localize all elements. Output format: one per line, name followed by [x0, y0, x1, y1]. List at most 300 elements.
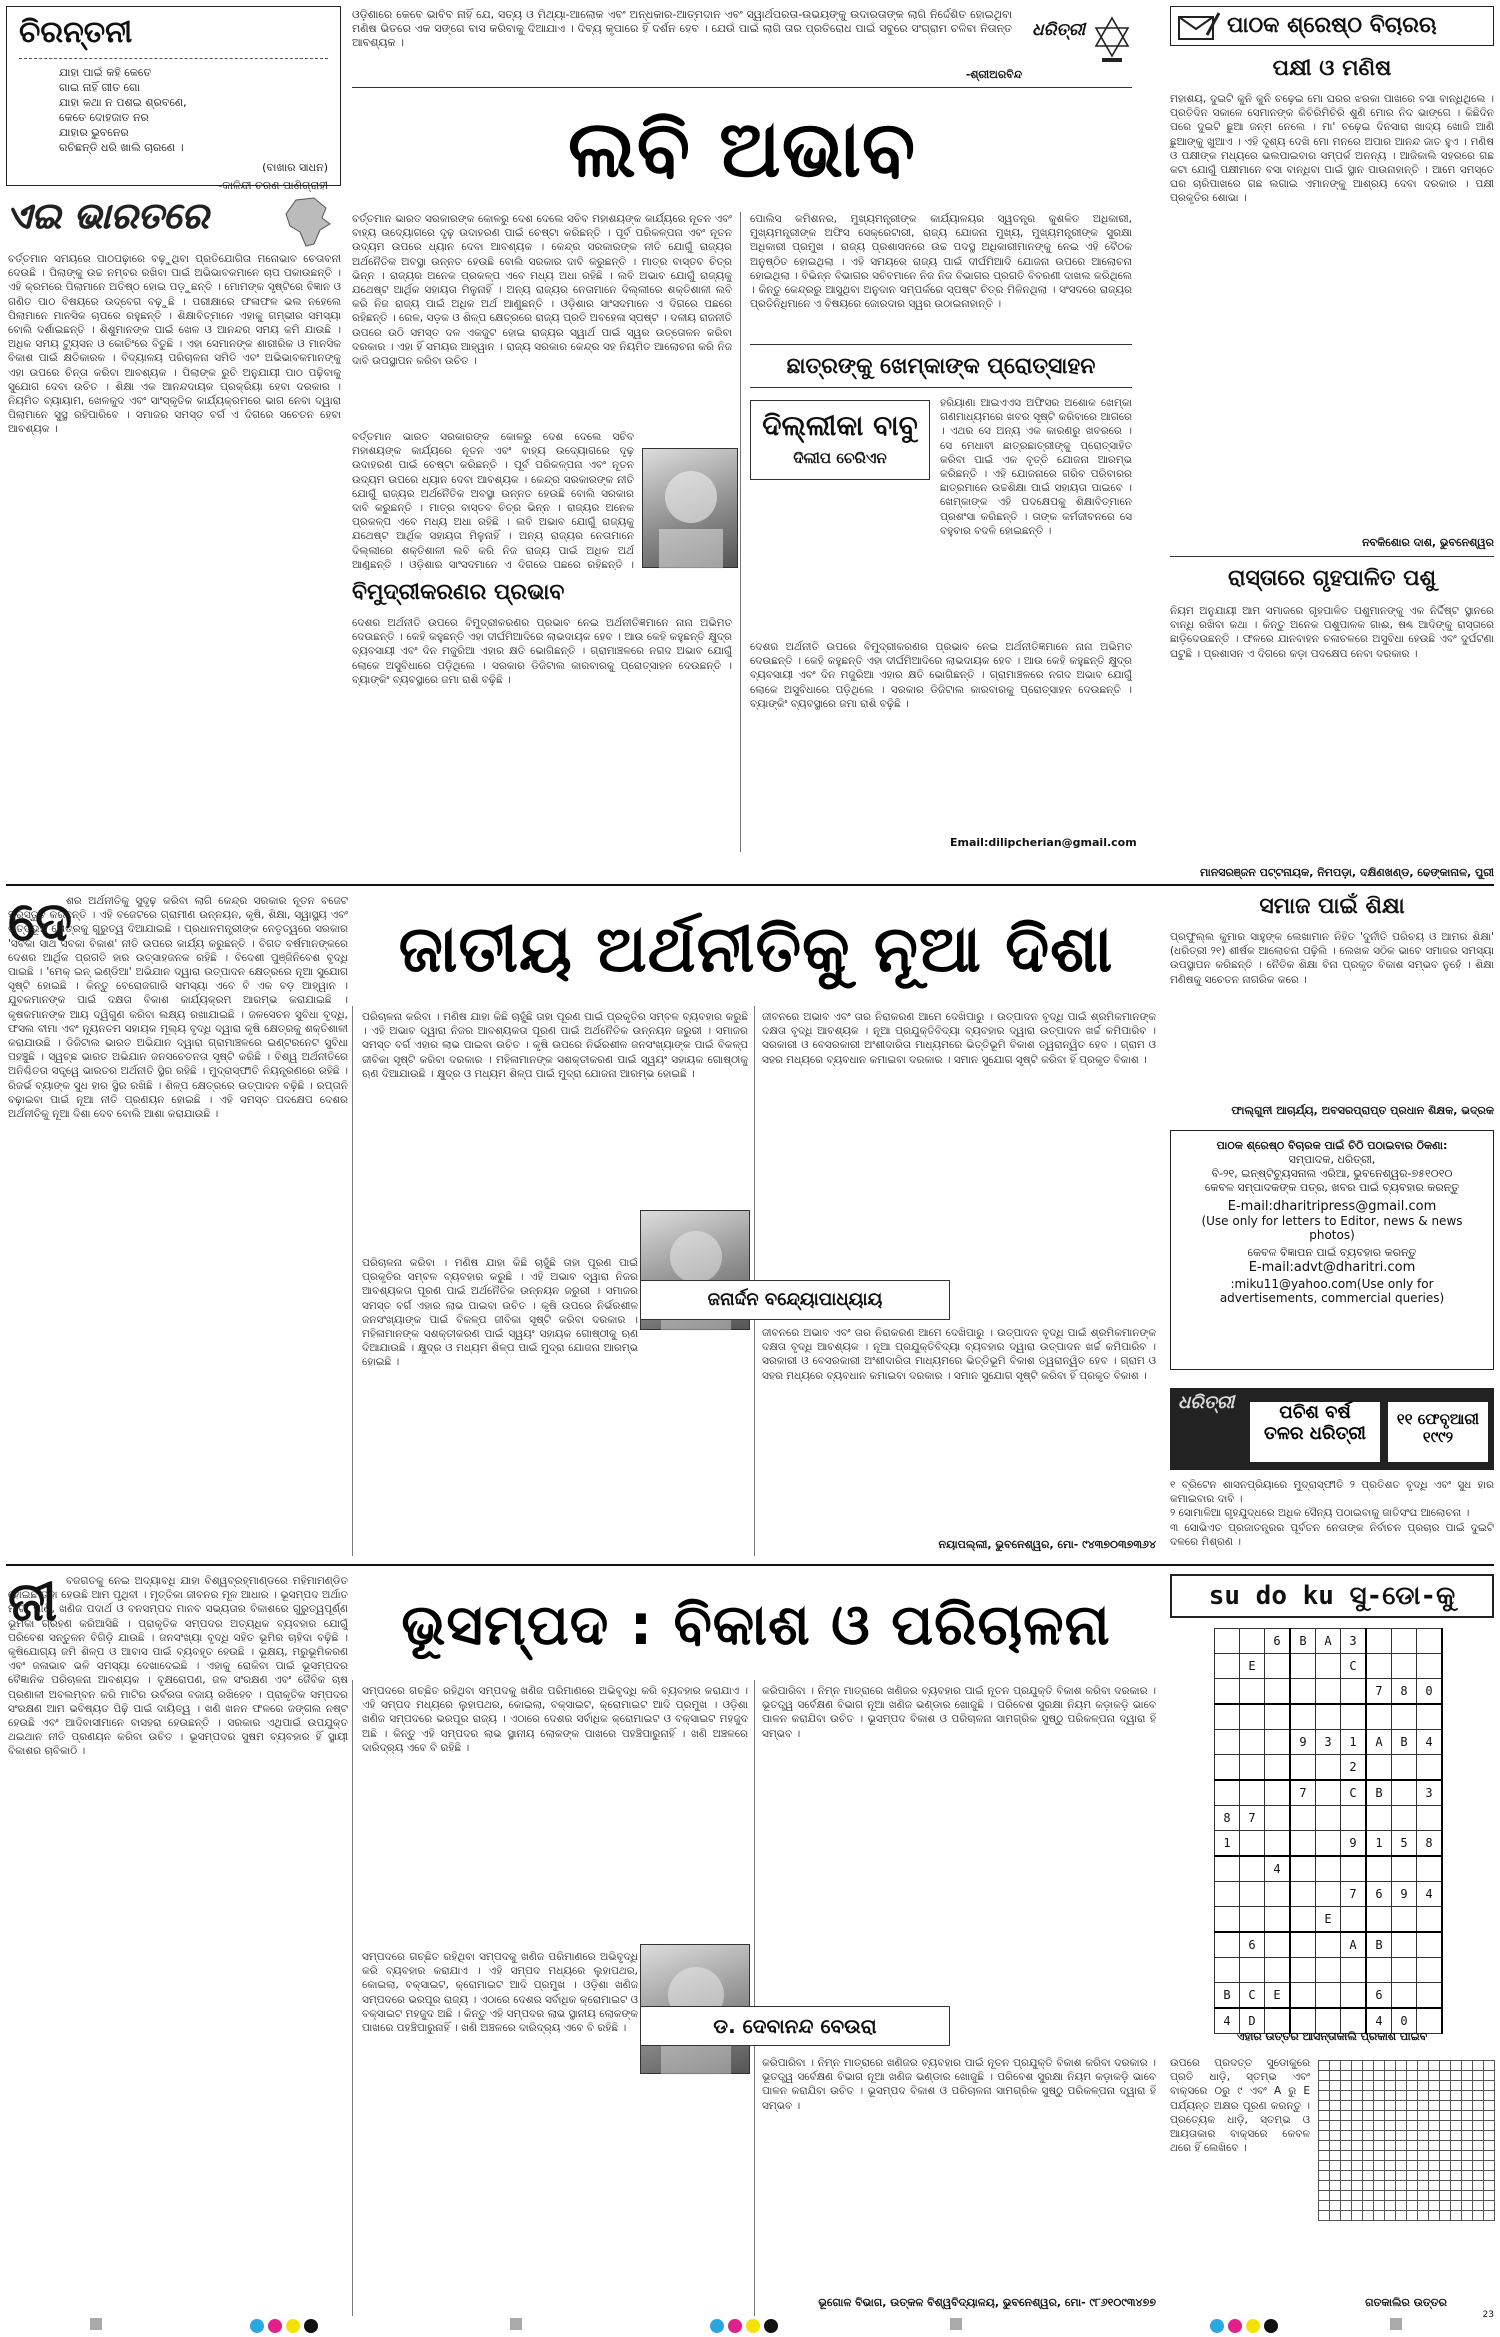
answer-cell — [1352, 2071, 1363, 2081]
sudoku-cell[interactable] — [1341, 1907, 1367, 1933]
answer-cell — [1473, 2091, 1484, 2101]
sudoku-cell[interactable] — [1392, 1704, 1417, 1730]
answer-cell — [1374, 2071, 1385, 2081]
answer-cell — [1462, 2101, 1473, 2111]
answer-cell — [1407, 2171, 1418, 2181]
sudoku-cell[interactable] — [1341, 1679, 1367, 1705]
sudoku-row — [1215, 1932, 1443, 1958]
answer-cell — [1319, 2171, 1330, 2181]
answer-cell — [1418, 2161, 1429, 2171]
sudoku-cell[interactable] — [1316, 1654, 1341, 1679]
answer-cell — [1407, 2121, 1418, 2131]
answer-cell — [1396, 2131, 1407, 2141]
sudoku-cell[interactable] — [1265, 1932, 1291, 1958]
sudoku-cell[interactable] — [1265, 1806, 1291, 1831]
sudoku-cell[interactable] — [1316, 1679, 1341, 1705]
answer-cell — [1418, 2121, 1429, 2131]
answer-cell — [1363, 2161, 1374, 2171]
address-intro: ପାଠକ ଶ୍ରେଷ୍ଠ ବିଚାରକ ପାଇଁ ଚିଠି ପଠାଇବାର ଠିକଣା: — [1216, 1139, 1448, 1152]
sudoku-cell: 3 — [1417, 1780, 1443, 1806]
sudoku-answer-wrap — [1318, 2060, 1495, 2221]
answer-cell — [1363, 2201, 1374, 2211]
sudoku-cell[interactable] — [1316, 1780, 1341, 1806]
answer-row — [1319, 2101, 1495, 2111]
answer-cell — [1352, 2181, 1363, 2191]
sudoku-cell[interactable] — [1341, 1983, 1367, 2009]
answer-cell — [1418, 2151, 1429, 2161]
answer-cell — [1462, 2171, 1473, 2181]
sudoku-cell[interactable] — [1417, 1983, 1443, 2009]
sudoku-cell[interactable] — [1366, 1654, 1392, 1679]
janardan-byline-box — [640, 1280, 950, 1320]
answer-cell — [1462, 2151, 1473, 2161]
answer-row — [1319, 2091, 1495, 2101]
answer-cell — [1330, 2151, 1341, 2161]
answer-cell — [1484, 2211, 1495, 2221]
answer-cell — [1341, 2211, 1352, 2221]
answer-cell — [1429, 2201, 1440, 2211]
pachisa-item-2: ୨ ସୋମାଳିଆ ଗୃହଯୁଦ୍ଧରେ ଅଧିକ ସୈନ୍ୟ ପଠାଇବାକୁ ଜାତିସଂଘ ଆଲୋଚନା । — [1170, 1507, 1470, 1520]
sudoku-cell[interactable] — [1417, 1907, 1443, 1933]
sudoku-cell[interactable] — [1366, 1755, 1392, 1781]
quote-strip — [352, 6, 1132, 88]
sudoku-cell[interactable] — [1290, 1654, 1316, 1679]
answer-cell — [1330, 2061, 1341, 2071]
sudoku-cell[interactable] — [1316, 1856, 1341, 1882]
editor-email[interactable]: E-mail:dharitripress@gmail.com — [1227, 1199, 1437, 1214]
answer-cell — [1341, 2201, 1352, 2211]
answer-cell — [1429, 2141, 1440, 2151]
quote-text: ଓଡ଼ିଶାରେ କେବେ ଭାବିବ ନାହିଁ ଯେ, ସତ୍ୟ ଓ ମିଥ୍ୟା-ଆଲୋକ ଏବଂ ଅନ୍ଧକାର-ଆତ୍ମଦାନ ଏବଂ ସ୍ୱାର୍ଥପରତା-ଉଭୟଙ୍କୁ ଉଦାରତାଙ୍କ ଲାଗି ନିର୍ଦ୍ଦେଶିତ ହୋଇଥିବା ମଣିଷ ଭିତରେ ଏକ ସଙ୍ଗେ ବାସ କରିବାକୁ ଦିଆଯାଏ । ଦିବ୍ୟ କୃପାରେ ହିଁ ଦର୍ଶନ ହେବ । ଯେଉଁ ପାଇଁ ଲାଗି ତାର ପ୍ରତିରୋଧ ପାଇଁ ସବୁରେ ସଂଗ୍ରାମ ଚଳିବା ନିତାନ୍ତ ଆବଶ୍ୟକ । — [352, 8, 1012, 49]
sudoku-cell[interactable] — [1215, 1629, 1240, 1654]
bhusampad-headline: ଭୂସମ୍ପଦ : ବିକାଶ ଓ ପରିଚାଳନା — [401, 1593, 1111, 1658]
answer-cell — [1440, 2181, 1451, 2191]
section-rule-2 — [6, 1564, 1494, 1566]
answer-cell — [1418, 2111, 1429, 2121]
pachisa-title-1: ପଚିଶ ବର୍ଷ — [1279, 1402, 1351, 1423]
lead-dropcap: ଦେ — [8, 890, 73, 953]
sudoku-cell: 4 — [1215, 2008, 1240, 2034]
sudoku-cell: B — [1290, 1629, 1316, 1654]
answer-cell — [1396, 2171, 1407, 2181]
sudoku-cell: B — [1392, 1730, 1417, 1755]
sudoku-cell: A — [1366, 1730, 1392, 1755]
sudoku-cell[interactable] — [1290, 1806, 1316, 1831]
answer-cell — [1451, 2191, 1462, 2201]
answer-cell — [1440, 2161, 1451, 2171]
sudoku-cell[interactable] — [1392, 1629, 1417, 1654]
answer-cell — [1462, 2121, 1473, 2131]
answer-cell — [1330, 2191, 1341, 2201]
sudoku-cell[interactable] — [1240, 1730, 1265, 1755]
answer-cell — [1429, 2131, 1440, 2141]
sudoku-cell[interactable] — [1240, 1958, 1265, 1983]
sudoku-cell[interactable] — [1392, 1654, 1417, 1679]
sudoku-cell: 5 — [1392, 1831, 1417, 1857]
sudoku-grid[interactable] — [1214, 1628, 1443, 2034]
answer-cell — [1429, 2161, 1440, 2171]
answer-cell — [1341, 2091, 1352, 2101]
answer-cell — [1330, 2201, 1341, 2211]
pachisa-items — [1170, 1478, 1494, 1558]
answer-cell — [1407, 2111, 1418, 2121]
debananda-byline-box — [640, 2006, 950, 2046]
sudoku-cell[interactable] — [1366, 1704, 1392, 1730]
pachisa-title-box — [1250, 1402, 1380, 1462]
sudoku-cell[interactable] — [1316, 1806, 1341, 1831]
sudoku-cell[interactable] — [1240, 1831, 1265, 1857]
sudoku-cell: 2 — [1341, 1755, 1367, 1781]
sudoku-cell[interactable] — [1240, 1907, 1265, 1933]
sudoku-cell[interactable] — [1316, 1755, 1341, 1781]
answer-cell — [1451, 2111, 1462, 2121]
answer-cell — [1330, 2141, 1341, 2151]
answer-cell — [1451, 2071, 1462, 2081]
sudoku-cell[interactable] — [1215, 1730, 1240, 1755]
bhusampad-dropcap: ଜୀ — [8, 1570, 58, 1633]
answer-cell — [1319, 2131, 1330, 2141]
sudoku-cell[interactable] — [1366, 1629, 1392, 1654]
sudoku-cell[interactable] — [1265, 1704, 1291, 1730]
sudoku-cell[interactable] — [1316, 1932, 1341, 1958]
answer-cell — [1473, 2171, 1484, 2181]
adv-email[interactable]: E-mail:advt@dharitri.com — [1248, 1260, 1416, 1275]
sudoku-cell[interactable] — [1265, 1755, 1291, 1781]
answer-cell — [1473, 2101, 1484, 2111]
chirantani-poem: ଯାହା ପାଇଁ କହି କେତେ ଗାଇ ନାହିଁ ଗୀତ ଗୋ ଯାହା କଥା ନ ପଶଇ ଶ୍ରବଣେ, କେତେ ଦୋହଜାତ ନର ଯାହାର ଭୁବନେର ରଚିଛନ୍ତି ଧରି ଖାଲି ଚାରଣେ । — [59, 66, 187, 154]
answer-cell — [1407, 2131, 1418, 2141]
answer-cell — [1385, 2211, 1396, 2221]
sudoku-row — [1215, 1679, 1443, 1705]
answer-cell — [1440, 2151, 1451, 2161]
answer-cell — [1396, 2151, 1407, 2161]
sudoku-cell[interactable] — [1417, 1704, 1443, 1730]
answer-cell — [1451, 2151, 1462, 2161]
answer-cell — [1330, 2161, 1341, 2171]
lead-col3-cont: ଜୀବନରେ ଅଭାବ ଏବଂ ତାର ନିରାକରଣ ଆମେ ଦେଖିପାରୁ । ଉତ୍ପାଦନ ବୃଦ୍ଧି ପାଇଁ ଶ୍ରମିକମାନଙ୍କ ଦକ୍ଷତା ବୃଦ୍ଧି ଆବଶ୍ୟକ । ନୂଆ ପ୍ରଯୁକ୍ତିବିଦ୍ୟା ବ୍ୟବହାର ଦ୍ୱାରା ଉତ୍ପାଦନ ଖର୍ଚ୍ଚ କମିପାରିବ । ସରକାରୀ ଓ ବେସରକାରୀ ଅଂଶୀଦାରିତା ମାଧ୍ୟମରେ ଭିତ୍ତିଭୂମି ବିକାଶ ତ୍ୱରାନ୍ୱିତ ହେବ । ଗ୍ରାମ ଓ ସହର ମଧ୍ୟରେ ବ୍ୟବଧାନ କମାଇବା ଦରକାର । ସମାନ ସୁଯୋଗ ସୃଷ୍ଟି କରିବା ହିଁ ପ୍ରକୃତ ବିକାଶ । — [762, 1327, 1156, 1382]
answer-cell — [1484, 2071, 1495, 2081]
answer-cell — [1440, 2131, 1451, 2141]
sudoku-cell[interactable] — [1290, 1856, 1316, 1882]
sudoku-row — [1215, 1882, 1443, 1907]
sudoku-cell[interactable] — [1392, 1806, 1417, 1831]
answer-cell — [1451, 2211, 1462, 2221]
sudoku-cell[interactable] — [1417, 1958, 1443, 1983]
sudoku-cell: A — [1316, 1629, 1341, 1654]
answer-cell — [1407, 2191, 1418, 2201]
sudoku-cell[interactable] — [1215, 1907, 1240, 1933]
sudoku-cell[interactable] — [1215, 1780, 1240, 1806]
sudoku-cell[interactable] — [1290, 1983, 1316, 2009]
sudoku-cell[interactable] — [1417, 1629, 1443, 1654]
sudoku-cell[interactable] — [1215, 1755, 1240, 1781]
adv-note: କେବଳ ବିଜ୍ଞାପନ ପାଇଁ ବ୍ୟବହାର କରନ୍ତୁ — [1247, 1246, 1417, 1259]
chirantani-author: -କାଳିନ୍ଦୀ ଚରଣ ପାଣିଗ୍ରାହୀ — [218, 179, 328, 192]
dilip-byline: ଦିଲ୍ଲୀକା ବାବୁ — [762, 409, 918, 442]
sudoku-cell: 8 — [1215, 1806, 1240, 1831]
answer-row — [1319, 2151, 1495, 2161]
answer-cell — [1363, 2121, 1374, 2131]
pachisa-logo: ଧରିତ୍ରୀ — [1178, 1392, 1235, 1413]
answer-cell — [1341, 2161, 1352, 2171]
sudoku-cell[interactable] — [1341, 1806, 1367, 1831]
sudoku-cell[interactable] — [1417, 1654, 1443, 1679]
sudoku-cell[interactable] — [1316, 1983, 1341, 2009]
answer-cell — [1341, 2171, 1352, 2181]
sudoku-cell[interactable] — [1240, 1780, 1265, 1806]
answer-cell — [1440, 2201, 1451, 2211]
sudoku-cell[interactable] — [1240, 1882, 1265, 1907]
answer-cell — [1473, 2201, 1484, 2211]
sudoku-cell[interactable] — [1240, 1629, 1265, 1654]
lead-footer: ନୟାପଲ୍ଲୀ, ଭୁବନେଶ୍ୱର, ମୋ- ୯୪୩୭୦୩୭୩୬୪ — [938, 1538, 1156, 1551]
sudoku-cell[interactable] — [1417, 1856, 1443, 1882]
sudoku-cell[interactable] — [1265, 1831, 1291, 1857]
answer-cell — [1429, 2181, 1440, 2191]
cmyk-mark — [710, 2318, 782, 2337]
chirantani-source: (ବାଖାର ସାଧନ) — [262, 161, 328, 174]
lead-col2: ପରିଚାଳନା କରିବା । ମଣିଷ ଯାହା କିଛି ଚାହୁଁଛି ତାହା ପୂରଣ ପାଇଁ ପ୍ରକୃତିର ସମ୍ବଳ ବ୍ୟବହାର କରୁଛି । ଏହି ଅଭାବ ଦ୍ୱାରା ନିଜର ଆବଶ୍ୟକତା ପୂରଣ ପାଇଁ ଅର୍ଥନୈତିକ ଉନ୍ନୟନ ଜରୁରୀ । ସମାଜର ସମସ୍ତ ବର୍ଗ ଏହାର ଲାଭ ପାଇବା ଉଚିତ । କୃଷି ଉପରେ ନିର୍ଭରଶୀଳ ଜନସଂଖ୍ୟାଙ୍କ ପାଇଁ ବିକଳ୍ପ ଜୀବିକା ସୃଷ୍ଟି କରିବା ଦରକାର । ମହିଳାମାନଙ୍କ ସଶକ୍ତୀକରଣ ପାଇଁ ସ୍ୱୟଂ ସହାୟକ ଗୋଷ୍ଠୀକୁ ଋଣ ଦିଆଯାଉଛି । କ୍ଷୁଦ୍ର ଓ ମଧ୍ୟମ ଶିଳ୍ପ ପାଇଁ ମୁଦ୍ରା ଯୋଜନା ଆରମ୍ଭ ହୋଇଛି । — [362, 1011, 748, 1080]
sudoku-cell[interactable] — [1215, 1704, 1240, 1730]
answer-cell — [1363, 2211, 1374, 2221]
sudoku-cell[interactable] — [1392, 1856, 1417, 1882]
answer-cell — [1319, 2211, 1330, 2221]
cmyk-mark — [250, 2318, 322, 2337]
answer-cell — [1363, 2171, 1374, 2181]
dilip-author: ଦିଲୀପ ଚେରିଏନ — [793, 449, 887, 467]
answer-cell — [1440, 2101, 1451, 2111]
sudoku-cell[interactable] — [1290, 1882, 1316, 1907]
cmyk-mark — [1210, 2318, 1282, 2337]
answer-cell — [1407, 2141, 1418, 2151]
bhusampad-col3: କରିପାରିବା । ନିମ୍ନ ମାତ୍ରାରେ ଖଣିଜର ବ୍ୟବହାର ପାଇଁ ନୂତନ ପ୍ରଯୁକ୍ତି ବିକାଶ କରିବା ଦରକାର । ଭୂତତ୍ତ୍ୱ ସର୍ବେକ୍ଷଣ ବିଭାଗ ନୂଆ ଖଣିଜ ଭଣ୍ଡାର ଖୋଜୁଛି । ପରିବେଶ ସୁରକ୍ଷା ନିୟମ କଡ଼ାକଡ଼ି ଭାବେ ପାଳନ କରାଯିବା ଉଚିତ । ଭୂସମ୍ପଦ ବିକାଶ ଓ ପରିଚାଳନା ସାମଗ୍ରିକ ସୁଷ୍ଠୁ ପରିକଳ୍ପନା ଦ୍ୱାରା ହିଁ ସମ୍ଭବ । — [762, 1685, 1156, 1740]
sudoku-cell[interactable] — [1290, 1907, 1316, 1933]
sudoku-cell[interactable] — [1341, 1856, 1367, 1882]
answer-cell — [1440, 2121, 1451, 2131]
answer-cell — [1484, 2161, 1495, 2171]
sudoku-cell[interactable] — [1290, 1679, 1316, 1705]
sudoku-cell[interactable] — [1240, 1679, 1265, 1705]
answer-cell — [1319, 2191, 1330, 2201]
reader-letter2-signature: ମାନସରଞ୍ଜନ ପଟ୍ଟନାୟକ, ନିମପଡ଼ା, ଦକ୍ଷିଣଖଣ୍ଡ, ଢେଙ୍କାନାଳ, ପୁରୀ — [1199, 866, 1494, 879]
answer-row — [1319, 2081, 1495, 2091]
answer-cell — [1385, 2091, 1396, 2101]
answer-cell — [1396, 2181, 1407, 2191]
sudoku-cell[interactable] — [1240, 1755, 1265, 1781]
sudoku-cell[interactable] — [1265, 1780, 1291, 1806]
sudoku-cell[interactable] — [1392, 1983, 1417, 2009]
answer-cell — [1407, 2061, 1418, 2071]
sudoku-cell[interactable] — [1290, 1932, 1316, 1958]
editorial-col1-cont: ବର୍ତ୍ତମାନ ଭାରତ ସରକାରଙ୍କ କୋଳରୁ ଦେଶ ଦେଲେ ସଚିବ ମହାଶୟଙ୍କ କାର୍ଯ୍ୟରେ ନୂତନ ଏବଂ ବାହ୍ୟ ଉଦ୍ୟୋଗରେ ଦୃଢ଼ ଉଦାହରଣ ପାଇଁ ଚେଷ୍ଟା କରିଛନ୍ତି । ପୂର୍ବ ପରିକଳ୍ପନା ଏବଂ ନୂତନ ଉଦ୍ୟମ ଉପରେ ଧ୍ୟାନ ଦେବା ଆବଶ୍ୟକ । କେନ୍ଦ୍ର ସରକାରଙ୍କ ନୀତି ଯୋଗୁଁ ରାଜ୍ୟର ଅର୍ଥନୈତିକ ଅବସ୍ଥା ଉନ୍ନତ ହେଉଛି ବୋଲି ସରକାର ଦାବି କରୁଛନ୍ତି । ମାତ୍ର ବାସ୍ତବ ଚିତ୍ର ଭିନ୍ନ । ରାଜ୍ୟର ଅନେକ ପ୍ରକଳ୍ପ ଏବେ ମଧ୍ୟ ଅଧା ରହିଛି । ଲବି ଅଭାବ ଯୋଗୁଁ ରାଜ୍ୟକୁ ଯଥେଷ୍ଟ ଆର୍ଥିକ ସହାୟତା ମିଳୁନାହିଁ । ଅନ୍ୟ ରାଜ୍ୟର ନେତାମାନେ ଦିଲ୍ଲୀରେ ଶକ୍ତିଶାଳୀ ଲବି କରି ନିଜ ରାଜ୍ୟ ପାଇଁ ଅଧିକ ଅର୍ଥ ଆଣୁଛନ୍ତି । ଓଡ଼ିଶାର ସାଂସଦମାନେ ଏ ଦିଗରେ ପଛରେ ରହିଛନ୍ତି । — [352, 431, 634, 570]
sudoku-title: su do ku ସୁ-ଡୋ-କୁ — [1208, 1581, 1456, 1611]
answer-cell — [1352, 2131, 1363, 2141]
dilip-email: Email:dilipcherian@gmail.com — [950, 836, 1137, 849]
answer-cell — [1429, 2151, 1440, 2161]
answer-cell — [1319, 2141, 1330, 2151]
answer-row — [1319, 2131, 1495, 2141]
answer-cell — [1462, 2061, 1473, 2071]
answer-cell — [1319, 2101, 1330, 2111]
answer-cell — [1396, 2161, 1407, 2171]
answer-cell — [1440, 2111, 1451, 2121]
sudoku-cell: 1 — [1341, 1730, 1367, 1755]
answer-cell — [1352, 2061, 1363, 2071]
answer-cell — [1429, 2091, 1440, 2101]
answer-cell — [1407, 2211, 1418, 2221]
sudoku-cell[interactable] — [1417, 1932, 1443, 1958]
sudoku-cell[interactable] — [1215, 1679, 1240, 1705]
sudoku-cell[interactable] — [1392, 1932, 1417, 1958]
page-number: 23 — [1482, 2310, 1494, 2320]
sudoku-cell[interactable] — [1392, 1780, 1417, 1806]
answer-cell — [1374, 2081, 1385, 2091]
editorial-col2: ପୋଲିସ କମିଶନର, ମୁଖ୍ୟମନ୍ତ୍ରୀଙ୍କ କାର୍ଯ୍ୟାଳୟର ସ୍ୱତନ୍ତ୍ର କୁଶଳିତ ଅଧିକାରୀ, ମୁଖ୍ୟମନ୍ତ୍ରୀଙ୍କ ଅଫିସ ସେକ୍ରେଟାରୀ, ରାଜ୍ୟ ଯୋଜନା ମୁଖ୍ୟ, ମୁଖ୍ୟମନ୍ତ୍ରୀଙ୍କ ସୁରକ୍ଷା ଅଧିକାରୀ ପ୍ରମୁଖ । ରାଜ୍ୟ ପ୍ରଶାସନରେ ଉଚ୍ଚ ପଦସ୍ଥ ଅଧିକାରୀମାନଙ୍କୁ ନେଇ ଏହି ବୈଠକ ଅନୁଷ୍ଠିତ ହୋଇଥିଲା । ଏହି ସମୟରେ ରାଜ୍ୟ ପାଇଁ ଦୀର୍ଘମିଆଦି ଯୋଜନା ଉପରେ ଆଲୋଚନା ହୋଇଥିଲା । ବିଭିନ୍ନ ବିଭାଗର ସଚିବମାନେ ନିଜ ନିଜ ବିଭାଗର ପ୍ରଗତି ବିବରଣୀ ଦାଖଲ କରିଥିଲେ । କିନ୍ତୁ କେନ୍ଦ୍ରରୁ ଆସୁଥିବା ଅନୁଦାନ ସମ୍ପର୍କରେ ସ୍ପଷ୍ଟ ଚିତ୍ର ମିଳିନଥିଲା । ସଂସଦରେ ରାଜ୍ୟର ପ୍ରତିନିଧିମାନେ ଏ ବିଷୟରେ ଜୋରଦାର ସ୍ୱର ଉଠାଇନାହାନ୍ତି । — [750, 213, 1132, 311]
sudoku-cell: C — [1341, 1654, 1367, 1679]
sudoku-cell[interactable] — [1290, 1831, 1316, 1857]
sudoku-row — [1215, 1831, 1443, 1857]
sudoku-cell[interactable] — [1265, 1958, 1291, 1983]
sudoku-cell[interactable] — [1215, 1958, 1240, 1983]
sudoku-note: ଏହାର ଉତ୍ତର ଆସନ୍ତାକାଲି ପ୍ରକାଶ ପାଇବ — [1236, 2030, 1428, 2043]
sudoku-row — [1215, 1730, 1443, 1755]
answer-cell — [1473, 2141, 1484, 2151]
answer-cell — [1429, 2111, 1440, 2121]
answer-cell — [1374, 2121, 1385, 2131]
sudoku-cell[interactable] — [1265, 1654, 1291, 1679]
sudoku-cell: 7 — [1366, 1679, 1392, 1705]
answer-cell — [1462, 2081, 1473, 2091]
bhusampad-col3-cont: କରିପାରିବା । ନିମ୍ନ ମାତ୍ରାରେ ଖଣିଜର ବ୍ୟବହାର ପାଇଁ ନୂତନ ପ୍ରଯୁକ୍ତି ବିକାଶ କରିବା ଦରକାର । ଭୂତତ୍ତ୍ୱ ସର୍ବେକ୍ଷଣ ବିଭାଗ ନୂଆ ଖଣିଜ ଭଣ୍ଡାର ଖୋଜୁଛି । ପରିବେଶ ସୁରକ୍ଷା ନିୟମ କଡ଼ାକଡ଼ି ଭାବେ ପାଳନ କରାଯିବା ଉଚିତ । ଭୂସମ୍ପଦ ବିକାଶ ଓ ପରିଚାଳନା ସାମଗ୍ରିକ ସୁଷ୍ଠୁ ପରିକଳ୍ପନା ଦ୍ୱାରା ହିଁ ସମ୍ଭବ । — [762, 2057, 1156, 2112]
sudoku-title-box — [1170, 1574, 1494, 1618]
pachisa-title-2: ତଳର ଧରିତ୍ରୀ — [1264, 1423, 1366, 1444]
answer-cell — [1484, 2061, 1495, 2071]
sudoku-cell: E — [1316, 1907, 1341, 1933]
answer-cell — [1341, 2121, 1352, 2131]
answer-cell — [1462, 2181, 1473, 2191]
answer-cell — [1374, 2161, 1385, 2171]
aaji-bharat-body: ବର୍ତ୍ତମାନ ସମୟରେ ପାଠପଢ଼ାରେ ବଢ଼ୁଥିବା ପ୍ରତିଯୋଗିତା ମନୋଭାବ ଚେତାବନୀ ଦେଉଛି । ପିଲାଙ୍କୁ ଉଚ୍ଚ ନମ୍ବର ରଖିବା ପାଇଁ ଅଭିଭାବକମାନେ ଚାପ ପକାଉଛନ୍ତି । ଏହି କ୍ରମରେ ପିଲାମାନେ ଅତିଷ୍ଠ ହୋଇ ପଡ଼ୁଛନ୍ତି । ମୋମଙ୍କ ସୃଷ୍ଟିରେ ବିଜ୍ଞାନ ଓ ଗଣିତ ପାଠ ବିଷୟରେ ଉଦ୍‌ବେଗ ବଢ଼ୁଛି । ପରୀକ୍ଷାରେ ଫଳାଫଳ ଭଲ ନହେଲେ ପିଲାମାନେ ମାନସିକ ଚାପରେ ରହୁଛନ୍ତି । ଶିକ୍ଷାବିତ୍‌ମାନେ ଏହାକୁ ଗମ୍ଭୀର ସମସ୍ୟା ବୋଲି ଦର୍ଶାଇଛନ୍ତି । ଶିଶୁମାନଙ୍କ ପାଇଁ ଖେଳ ଓ ଆନନ୍ଦର ସମୟ କମି ଯାଉଛି । ଅଧିକ ସମୟ ଟ୍ୟୁସନ ଓ କୋଚିଂରେ ବିତୁଛି । ଏହା ସେମାନଙ୍କ ଶାରୀରିକ ଓ ମାନସିକ ବିକାଶ ପାଇଁ କ୍ଷତିକାରକ । ବିଦ୍ୟାଳୟ ପରିଚାଳନା ସମିତି ଏବଂ ଅଭିଭାବକମାନଙ୍କୁ ଏହା ଉପରେ ଚିନ୍ତା କରିବା ଆବଶ୍ୟକ । ପିଲାଙ୍କ ରୁଚି ଅନୁଯାୟୀ ପାଠ ପଢ଼ିବାକୁ ସୁଯୋଗ ଦେବା ଉଚିତ । ଶିକ୍ଷା ଏକ ଆନନ୍ଦଦାୟକ ପ୍ରକ୍ରିୟା ହେବା ଦରକାର । ନିୟମିତ ବ୍ୟାୟାମ, ଖେଳକୁଦ ଏବଂ ସାଂସ୍କୃତିକ କାର୍ଯ୍ୟକ୍ରମରେ ଭାଗ ନେବା ଦ୍ୱାରା ପିଲାମାନେ ସୁସ୍ଥ ରହିପାରିବେ । ସମାଜର ସମସ୍ତ ବର୍ଗ ଏ ଦିଗରେ ସଚେତନ ହେବା ଆବଶ୍ୟକ । — [8, 253, 341, 436]
sudoku-cell[interactable] — [1290, 1704, 1316, 1730]
sudoku-cell[interactable] — [1240, 1704, 1265, 1730]
answer-cell — [1484, 2121, 1495, 2131]
sudoku-cell: 6 — [1240, 1932, 1265, 1958]
answer-cell — [1330, 2171, 1341, 2181]
sudoku-cell[interactable] — [1392, 1755, 1417, 1781]
answer-cell — [1451, 2201, 1462, 2211]
answer-cell — [1484, 2171, 1495, 2181]
sudoku-cell[interactable] — [1215, 1932, 1240, 1958]
sudoku-cell[interactable] — [1341, 1704, 1367, 1730]
answer-cell — [1385, 2201, 1396, 2211]
sudoku-cell[interactable] — [1265, 1730, 1291, 1755]
sudoku-cell[interactable] — [1417, 1806, 1443, 1831]
sudoku-cell[interactable] — [1316, 1958, 1341, 1983]
answer-cell — [1396, 2111, 1407, 2121]
reader-corner-header — [1170, 6, 1494, 46]
sudoku-grid-wrap — [1214, 1628, 1443, 2034]
answer-cell — [1363, 2181, 1374, 2191]
person-portrait-icon — [643, 449, 739, 569]
answer-cell — [1451, 2141, 1462, 2151]
reader-letter3-body: ପ୍ରଫୁଲ୍ଲ କୁମାର ସାହୁଙ୍କ ଲେଖାମାନ ନିହିତ 'ଦୁର୍ନୀତି ପରିଚୟ ଓ ଆମର ଶିକ୍ଷା' (ଧରିତ୍ରୀ ୨୧) ଶୀର୍ଷକ ଆଲୋଚନା ପଢ଼ିଲି । ଲେଖକ ସଠିକ ଭାବେ ସମାଜର ସମସ୍ୟା ଉପସ୍ଥାପନ କରିଛନ୍ତି । ନୈତିକ ଶିକ୍ଷା ବିନା ପ୍ରକୃତ ବିକାଶ ସମ୍ଭବ ନୁହେଁ । ଶିକ୍ଷା ମଣିଷକୁ ସଚେତନ ନାଗରିକ କରେ । — [1170, 931, 1494, 986]
answer-cell — [1385, 2061, 1396, 2071]
sudoku-cell[interactable] — [1316, 1704, 1341, 1730]
answer-cell — [1484, 2151, 1495, 2161]
answer-cell — [1462, 2201, 1473, 2211]
answer-cell — [1462, 2131, 1473, 2141]
sudoku-cell: 6 — [1366, 1882, 1392, 1907]
sudoku-cell: C — [1240, 1983, 1265, 2009]
sudoku-cell[interactable] — [1341, 1958, 1367, 1983]
sudoku-cell[interactable] — [1316, 1882, 1341, 1907]
sudoku-cell[interactable] — [1215, 1882, 1240, 1907]
answer-cell — [1418, 2081, 1429, 2091]
sudoku-cell[interactable] — [1392, 1907, 1417, 1933]
answer-cell — [1484, 2091, 1495, 2101]
sudoku-cell[interactable] — [1290, 1958, 1316, 1983]
answer-cell — [1330, 2101, 1341, 2111]
sudoku-cell[interactable] — [1366, 1958, 1392, 1983]
sudoku-cell[interactable] — [1265, 1679, 1291, 1705]
reader-letter2-body: ନିୟମ ଅନୁଯାୟୀ ଆମ ସମାଜରେ ଗୃହପାଳିତ ପଶୁମାନଙ୍କୁ ଏକ ନିର୍ଦ୍ଦିଷ୍ଟ ସ୍ଥାନରେ ବାନ୍ଧି ରଖିବା କଥା । କିନ୍ତୁ ଅନେକ ପଶୁପାଳକ ଗାଈ, ଷଣ୍ଢ ଆଦିଙ୍କୁ ରାସ୍ତାରେ ଛାଡ଼ିଦେଉଛନ୍ତି । ଫଳରେ ଯାନବାହନ ଚଳାଚଳରେ ଅସୁବିଧା ହେଉଛି ଏବଂ ଦୁର୍ଘଟଣା ଘଟୁଛି । ପ୍ରଶାସନ ଏ ଦିଗରେ କଡ଼ା ପଦକ୍ଷେପ ନେବା ଦରକାର । — [1170, 605, 1494, 660]
sudoku-cell: 9 — [1341, 1831, 1367, 1857]
sudoku-cell[interactable] — [1366, 1856, 1392, 1882]
sudoku-cell[interactable] — [1316, 1831, 1341, 1857]
adv-email-2[interactable]: :miku11@yahoo.com(Use only for advertisements, commercial queries) — [1219, 1277, 1445, 1305]
sudoku-cell: 9 — [1290, 1730, 1316, 1755]
answer-cell — [1407, 2161, 1418, 2171]
sudoku-cell[interactable] — [1366, 1907, 1392, 1933]
answer-cell — [1396, 2201, 1407, 2211]
reader-corner-title: ପାଠକ ଶ୍ରେଷ୍ଠ ବିଚାରଋ — [1227, 13, 1437, 38]
sudoku-cell[interactable] — [1392, 1958, 1417, 1983]
sudoku-cell: B — [1366, 1932, 1392, 1958]
answer-cell — [1319, 2061, 1330, 2071]
answer-cell — [1385, 2121, 1396, 2131]
answer-cell — [1341, 2071, 1352, 2081]
answer-cell — [1407, 2081, 1418, 2091]
answer-cell — [1374, 2061, 1385, 2071]
sudoku-cell[interactable] — [1417, 1755, 1443, 1781]
pachisa-item-1: ୧ ବ୍ରିଟେନ ଶାସନପ୍ରିୟାରେ ମୁଦ୍ରାସ୍ଫୀତି ୨ ପ୍ରତିଶତ ବୃଦ୍ଧି ଏବଂ ସୁଧ ହାର କମାଇବାର ଦାବି । — [1170, 1479, 1494, 1506]
reader-letter1-signature: ନବକିଶୋର ଦାଶ, ଭୁବନେଶ୍ୱର — [1362, 536, 1494, 549]
sudoku-cell[interactable] — [1240, 1856, 1265, 1882]
address-box — [1170, 1130, 1494, 1370]
sudoku-cell[interactable] — [1290, 1755, 1316, 1781]
sudoku-cell[interactable] — [1265, 1882, 1291, 1907]
envelope-pen-icon — [1177, 11, 1221, 41]
sudoku-cell: 0 — [1392, 2008, 1417, 2034]
sudoku-row — [1215, 1654, 1443, 1679]
editor-email-note: (Use only for letters to Editor, news & news photos) — [1201, 1214, 1463, 1242]
pachisa-banner — [1170, 1388, 1494, 1470]
editorial-col1: ବର୍ତ୍ତମାନ ଭାରତ ସରକାରଙ୍କ କୋଳରୁ ଦେଶ ଦେଲେ ସଚିବ ମହାଶୟଙ୍କ କାର୍ଯ୍ୟରେ ନୂତନ ଏବଂ ବାହ୍ୟ ଉଦ୍ୟୋଗରେ ଦୃଢ଼ ଉଦାହରଣ ପାଇଁ ଚେଷ୍ଟା କରିଛନ୍ତି । ପୂର୍ବ ପରିକଳ୍ପନା ଏବଂ ନୂତନ ଉଦ୍ୟମ ଉପରେ ଧ୍ୟାନ ଦେବା ଆବଶ୍ୟକ । କେନ୍ଦ୍ର ସରକାରଙ୍କ ନୀତି ଯୋଗୁଁ ରାଜ୍ୟର ଅର୍ଥନୈତିକ ଅବସ୍ଥା ଉନ୍ନତ ହେଉଛି ବୋଲି ସରକାର ଦାବି କରୁଛନ୍ତି । ମାତ୍ର ବାସ୍ତବ ଚିତ୍ର ଭିନ୍ନ । ରାଜ୍ୟର ଅନେକ ପ୍ରକଳ୍ପ ଏବେ ମଧ୍ୟ ଅଧା ରହିଛି । ଲବି ଅଭାବ ଯୋଗୁଁ ରାଜ୍ୟକୁ ଯଥେଷ୍ଟ ଆର୍ଥିକ ସହାୟତା ମିଳୁନାହିଁ । ଅନ୍ୟ ରାଜ୍ୟର ନେତାମାନେ ଦିଲ୍ଲୀରେ ଶକ୍ତିଶାଳୀ ଲବି କରି ନିଜ ରାଜ୍ୟ ପାଇଁ ଅଧିକ ଅର୍ଥ ଆଣୁଛନ୍ତି । ଓଡ଼ିଶାର ସାଂସଦମାନେ ଏ ଦିଗରେ ପଛରେ ରହିଛନ୍ତି । ରେଳ, ସଡ଼କ ଓ ଶିଳ୍ପ କ୍ଷେତ୍ରରେ ରାଜ୍ୟ ପ୍ରତି ଅବହେଳା ସ୍ପଷ୍ଟ । ଦଳୀୟ ରାଜନୀତି ଉପରେ ଉଠି ସମସ୍ତ ଦଳ ଏକଜୁଟ ହୋଇ ରାଜ୍ୟର ସ୍ୱାର୍ଥ ପାଇଁ ସ୍ୱର ଉତ୍ତୋଳନ କରିବା ଦରକାର । ଏହା ହିଁ ସମୟର ଆହ୍ୱାନ । ରାଜ୍ୟ ସରକାର କେନ୍ଦ୍ର ସହ ନିୟମିତ ଆଲୋଚନା କରି ନିଜ ଦାବି ଉପସ୍ଥାପନ କରିବା ଉଚିତ । — [352, 213, 732, 368]
sudoku-cell[interactable] — [1265, 1907, 1291, 1933]
sudoku-cell[interactable] — [1215, 1654, 1240, 1679]
answer-row — [1319, 2161, 1495, 2171]
answer-cell — [1473, 2061, 1484, 2071]
answer-cell — [1462, 2111, 1473, 2121]
subhead-demonetisation — [352, 580, 732, 612]
sudoku-cell[interactable] — [1366, 1806, 1392, 1831]
sudoku-row — [1215, 1704, 1443, 1730]
answer-cell — [1473, 2191, 1484, 2201]
pachisa-item-3: ୩ ସୋଭିଏତ ପ୍ରଜାତନ୍ତ୍ରର ପୂର୍ବତନ ନେତାଙ୍କ ନିର୍ବାଚନ ପ୍ରଚାର ପାଇଁ ଦୁଇଟି ଦଳରେ ମିଶ୍ରଣ । — [1170, 1521, 1494, 1548]
sudoku-row — [1215, 1958, 1443, 1983]
sudoku-cell: E — [1265, 1983, 1291, 2009]
sudoku-cell[interactable] — [1215, 1856, 1240, 1882]
